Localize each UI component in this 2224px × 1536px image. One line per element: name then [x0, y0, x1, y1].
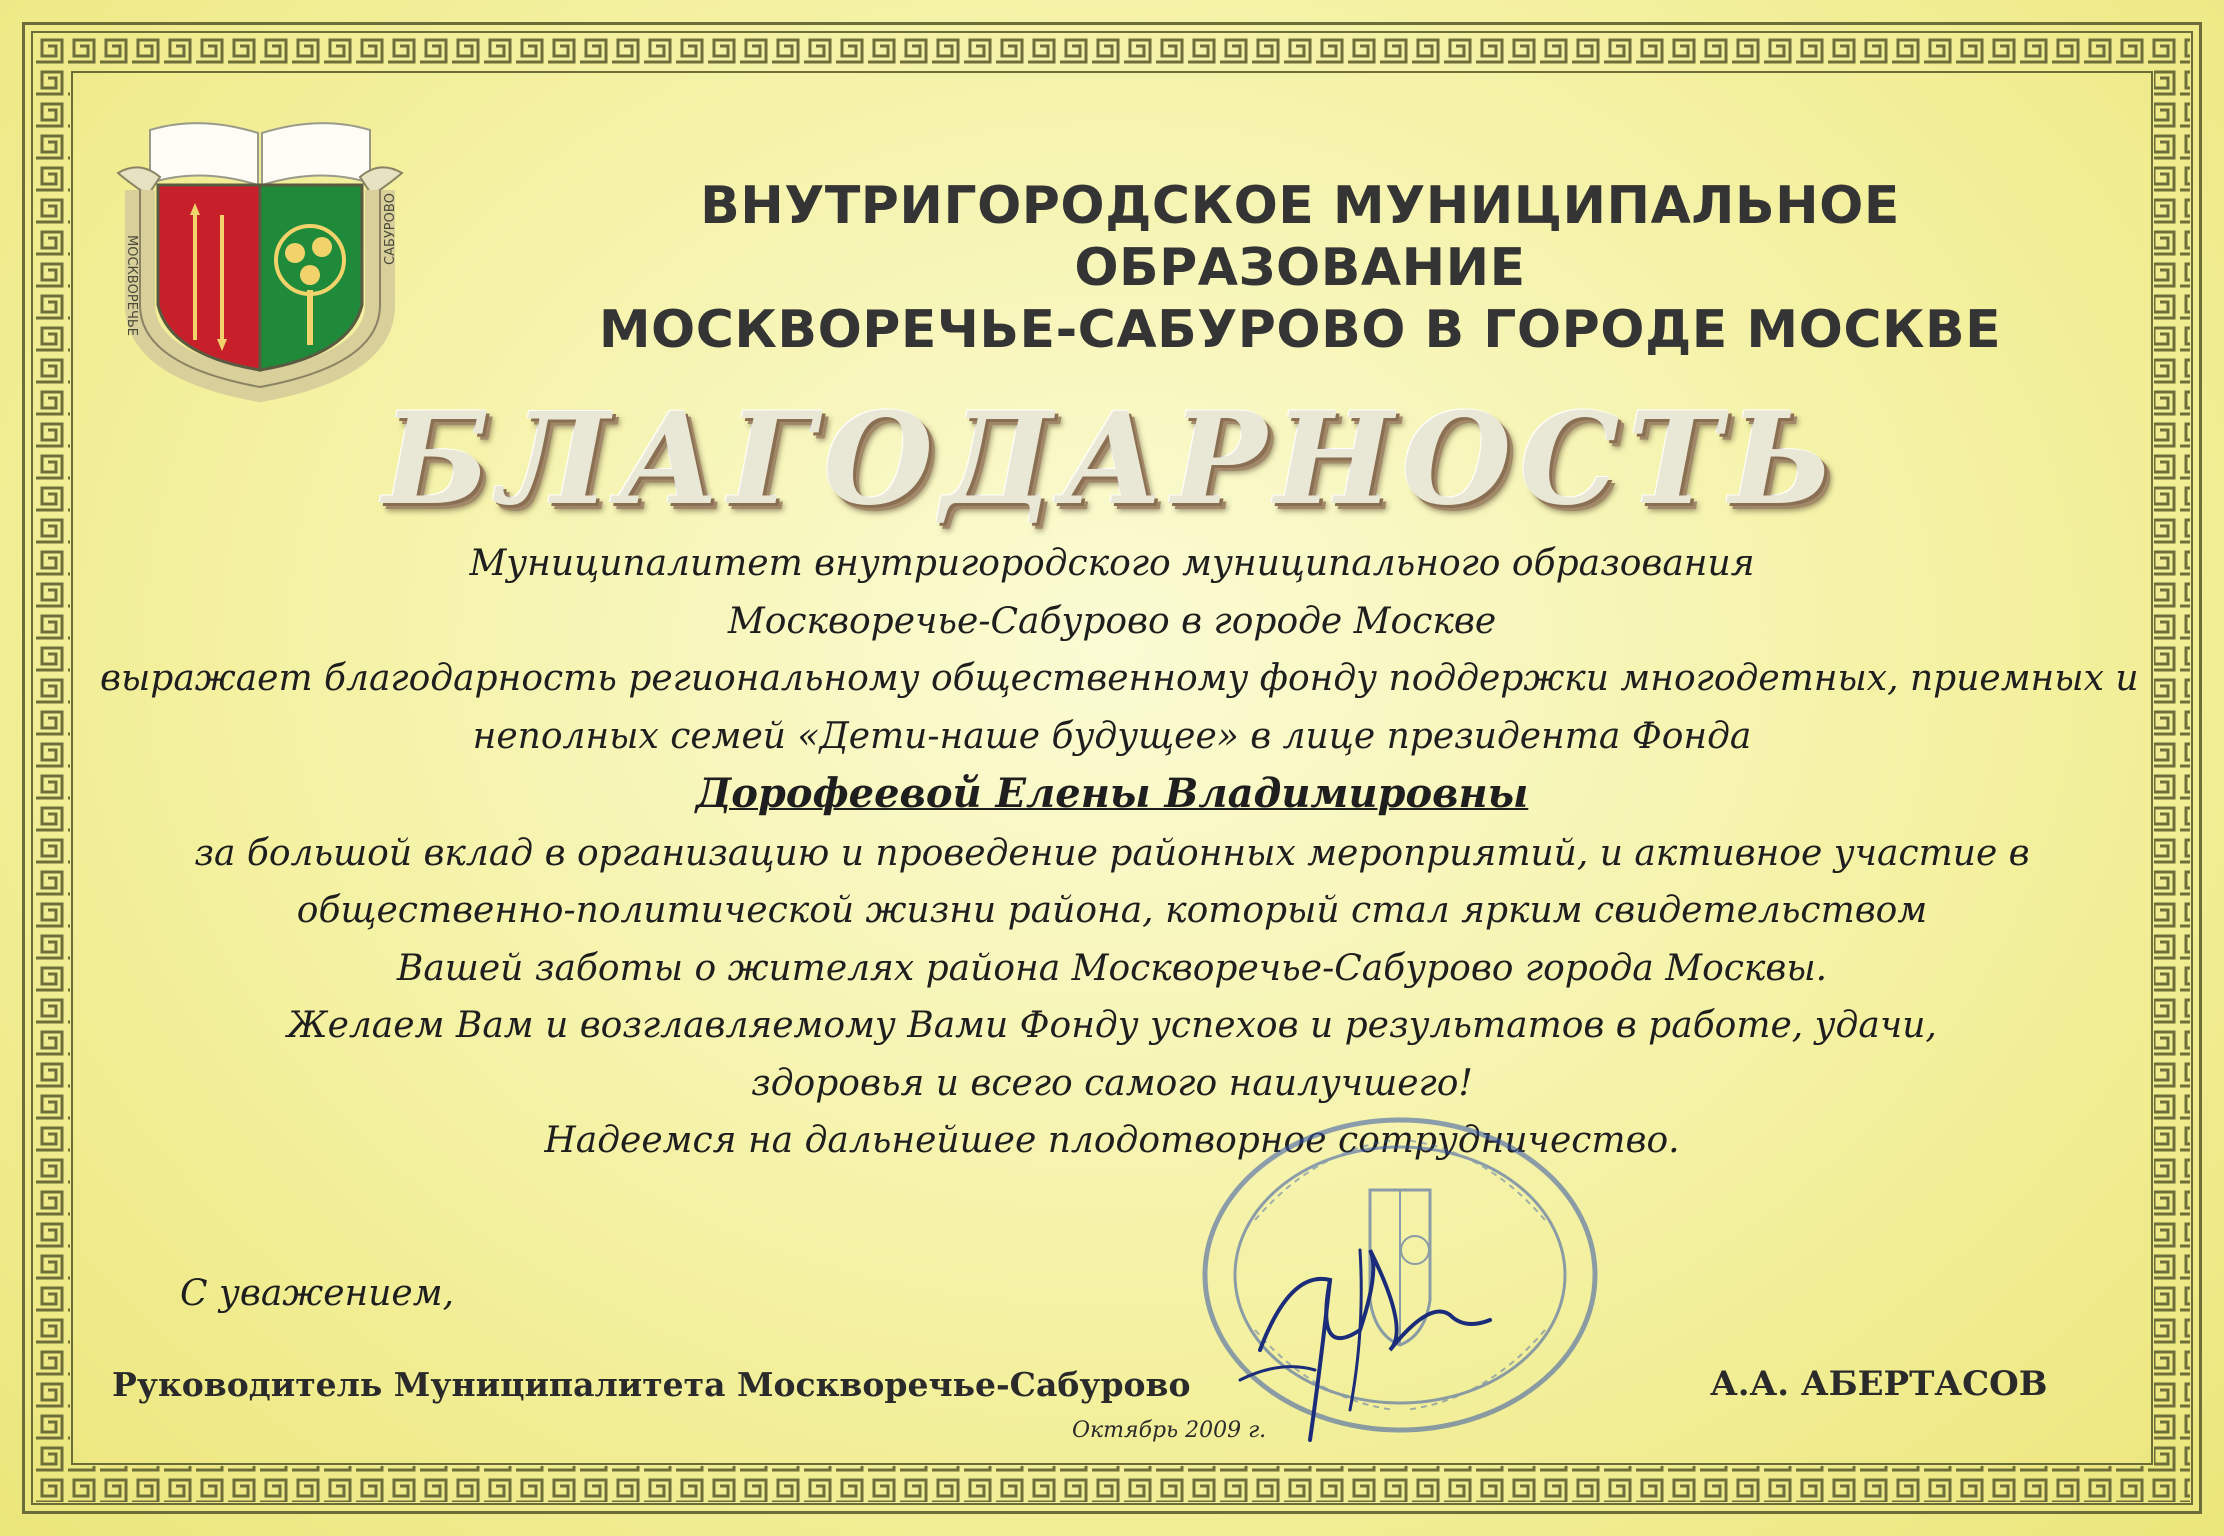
- body-line-9: здоровья и всего самого наилучшего!: [751, 1062, 1473, 1104]
- body-line-3: выражает благодарность региональному общественному фонду поддержки многодетных, приемных и: [100, 658, 2139, 699]
- recipient-name: Дорофеевой Елены Владимировны: [695, 770, 1529, 817]
- body-line-8: Желаем Вам и возглавляемому Вами Фонду успехов и результатов в работе, удачи,: [287, 1005, 1937, 1046]
- signer-name: А.А. АБЕРТАСОВ: [1710, 1364, 2048, 1404]
- document-title: БЛАГОДАРНОСТЬ: [382, 385, 1842, 533]
- closing-regards: С уважением,: [180, 1273, 455, 1314]
- body-line-6: общественно-политической жизни района, который стал ярким свидетельством: [296, 890, 1928, 931]
- issuer-header: [520, 175, 2080, 361]
- issue-date: Октябрь 2009 г.: [1072, 1418, 1267, 1443]
- body-line-4: неполных семей «Дети-наше будущее» в лице президента Фонда: [472, 715, 1752, 757]
- body-line-10: Надеемся на дальнейшее плодотворное сотрудничество.: [544, 1120, 1680, 1161]
- header-line-2: МОСКВОРЕЧЬЕ-САБУРОВО В ГОРОДЕ МОСКВЕ: [598, 300, 2002, 360]
- body-line-7: Вашей заботы о жителях района Москворечье-Сабурово города Москвы.: [396, 947, 1828, 989]
- body-line-5: за большой вклад в организацию и проведение районных мероприятий, и активное участие в: [194, 832, 2030, 874]
- body-line-2: Москворечье-Сабурово в городе Москве: [727, 600, 1497, 642]
- handwritten-signature: [1220, 1210, 1510, 1450]
- coat-of-arms-emblem: [110, 115, 410, 405]
- emblem-ribbon-right-text: САБУРОВО: [383, 192, 398, 265]
- body-line-1: Муниципалитет внутригородского муниципального образования: [469, 543, 1755, 584]
- header-line-1: ВНУТРИГОРОДСКОЕ МУНИЦИПАЛЬНОЕ ОБРАЗОВАНИЕ: [700, 176, 1900, 298]
- signer-title: Руководитель Муниципалитета Москворечье-Сабурово: [112, 1365, 1191, 1404]
- letter-body: [100, 535, 2139, 1170]
- emblem-ribbon-left-text: МОСКВОРЕЧЬЕ: [124, 235, 139, 337]
